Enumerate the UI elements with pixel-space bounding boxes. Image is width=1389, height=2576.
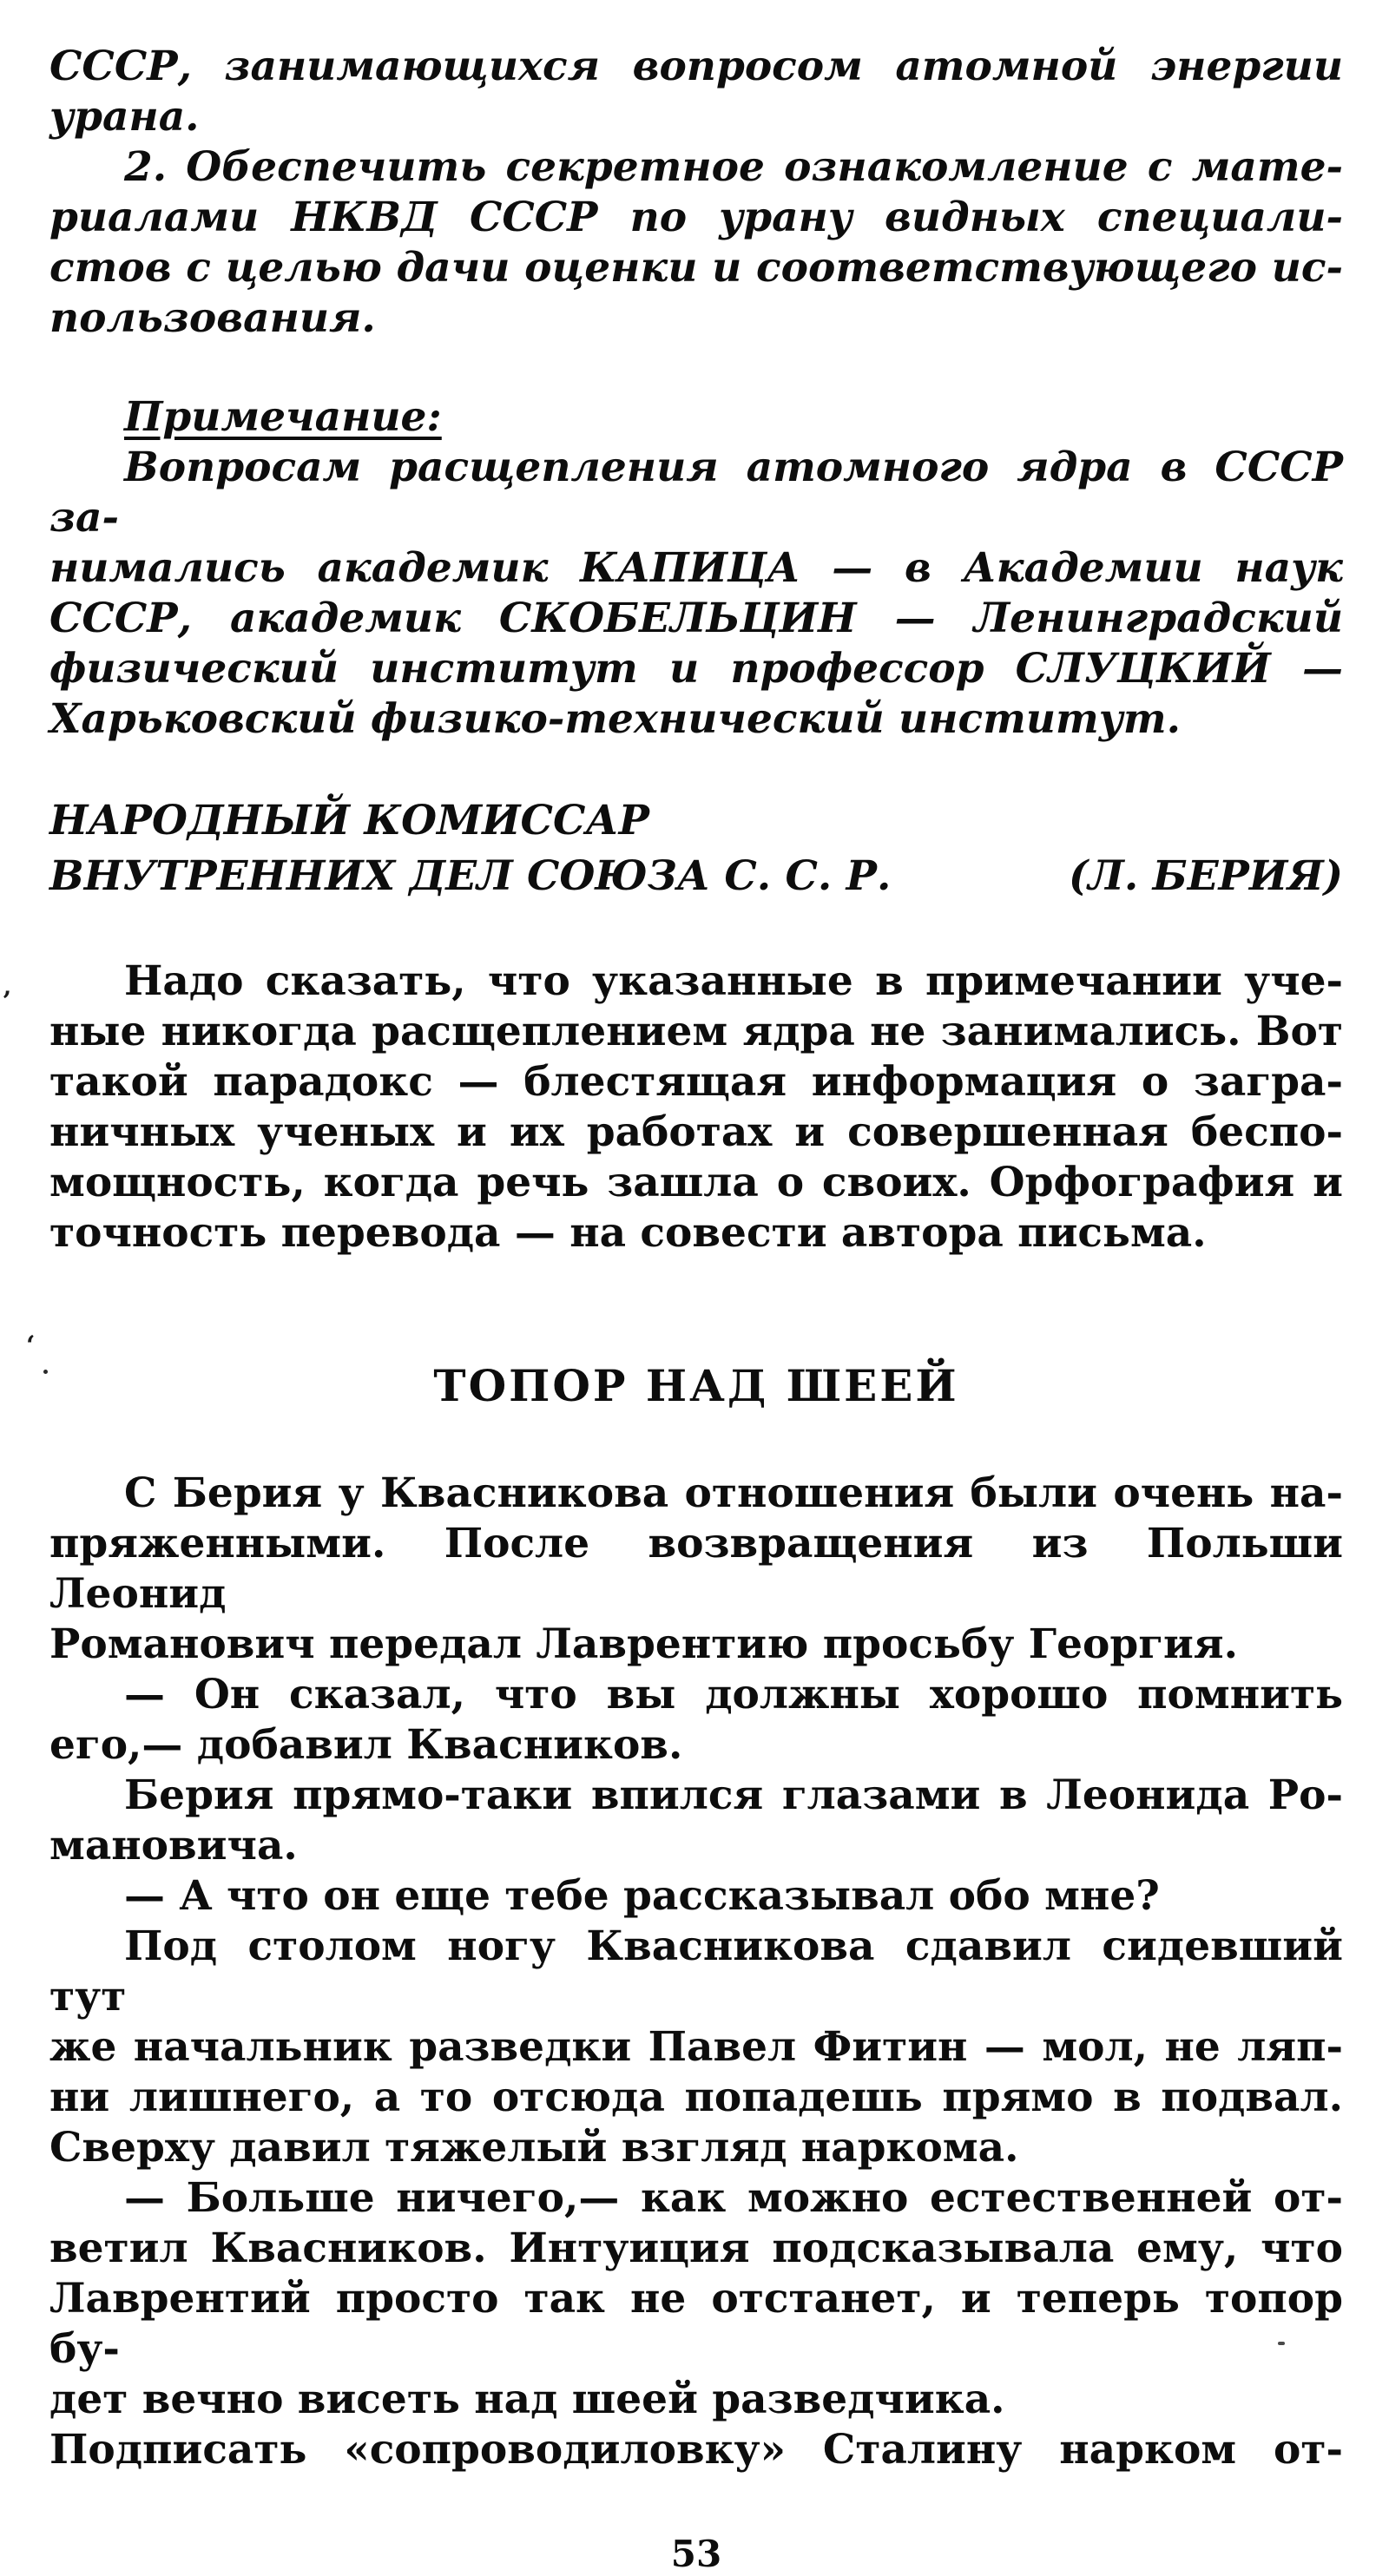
- text-line: — Больше ничего,— как можно естественней от-: [124, 2174, 1343, 2222]
- text-line: Сверху давил тяжелый взгляд наркома.: [49, 2124, 1019, 2172]
- text-line: же начальник разведки Павел Фитин — мол, не ляп-: [49, 2023, 1343, 2071]
- text-line: ные никогда расщеплением ядра не занимались. Вот: [49, 1008, 1343, 1055]
- text-line: СССР, занимающихся вопросом атомной энергии: [49, 43, 1343, 90]
- text-line: мощность, когда речь зашла о своих. Орфография и: [49, 1159, 1343, 1206]
- text-line: Харьковский физико-технический институт.: [49, 695, 1181, 743]
- signature-title-line-1: НАРОДНЫЙ КОМИССАР: [49, 797, 649, 844]
- commentary-paragraph: [49, 956, 1343, 1258]
- text-line: Под столом ногу Квасникова сдавил сидевший тут: [49, 1922, 1343, 2021]
- text-line: пользования.: [49, 294, 376, 342]
- scan-speck: [43, 1370, 48, 1374]
- text-line: — А что он еще тебе рассказывал обо мне?: [124, 1872, 1160, 1920]
- text-line: стов с целью дачи оценки и соответствующего ис-: [49, 244, 1343, 292]
- text-line: Вопросам расщепления атомного ядра в СССР за-: [49, 444, 1343, 542]
- scan-speck: ʼ: [2, 987, 11, 1017]
- text-line: точность перевода — на совести автора письма.: [49, 1209, 1207, 1257]
- text-line: Лаврентий просто так не отстанет, и теперь топор бу-: [49, 2275, 1343, 2373]
- text-line: урана.: [49, 93, 200, 141]
- text-line: пряженными. После возвращения из Польши Леонид: [49, 1520, 1343, 1618]
- signature-name: (Л. БЕРИЯ): [1069, 852, 1343, 900]
- signature-title: ВНУТРЕННИХ ДЕЛ СОЮЗА С. С. Р.: [49, 852, 892, 900]
- text-column: [49, 42, 1343, 2576]
- page-number: 53: [670, 2533, 722, 2575]
- text-line: дет вечно висеть над шеей разведчика.: [49, 2376, 1005, 2423]
- text-line: Берия прямо-таки впился глазами в Леонида Ро-: [124, 1771, 1343, 1819]
- note-label: Примечание:: [124, 393, 442, 441]
- text-line: мановича.: [49, 1822, 298, 1870]
- signature-title-line-2: [49, 849, 1343, 904]
- text-line: ветил Квасников. Интуиция подсказывала ему, что: [49, 2224, 1343, 2272]
- signature-block: [49, 793, 1343, 904]
- text-line: его,— добавил Квасников.: [49, 1721, 683, 1769]
- text-line: — Он сказал, что вы должны хорошо помнить: [124, 1671, 1343, 1718]
- page-footer: [49, 2533, 1343, 2576]
- note-section: [49, 392, 1343, 745]
- text-line: С Берия у Квасникова отношения были очень на-: [124, 1469, 1343, 1517]
- text-line: ничных ученых и их работах и совершенная беспо-: [49, 1108, 1343, 1156]
- chapter-body: [49, 1469, 1343, 2475]
- text-line: риалами НКВД СССР по урану видных специали-: [49, 194, 1343, 241]
- scan-speck: [1278, 2342, 1285, 2345]
- text-line: нимались академик КАПИЦА — в Академии наук: [49, 544, 1343, 592]
- text-line: Надо сказать, что указанные в примечании уче-: [124, 957, 1343, 1005]
- text-line: Подписать «сопроводиловку» Сталину нарком от-: [49, 2426, 1343, 2474]
- chapter-heading: ТОПОР НАД ШЕЕЙ: [433, 1360, 959, 1411]
- scan-speck: ʻ: [26, 1331, 36, 1361]
- text-line: 2. Обеспечить секретное ознакомление с мате-: [124, 143, 1343, 191]
- text-line: СССР, академик СКОБЕЛЬЦИН — Ленинградский: [49, 595, 1343, 642]
- note-label-line: [49, 392, 1343, 443]
- text-line: физический институт и профессор СЛУЦКИЙ —: [49, 645, 1343, 693]
- text-line: Романович передал Лаврентию просьбу Георгия.: [49, 1620, 1238, 1668]
- text-line: ни лишнего, а то отсюда попадешь прямо в подвал.: [49, 2073, 1343, 2121]
- document-excerpt: [49, 42, 1343, 344]
- text-line: такой парадокс — блестящая информация о загра-: [49, 1058, 1343, 1106]
